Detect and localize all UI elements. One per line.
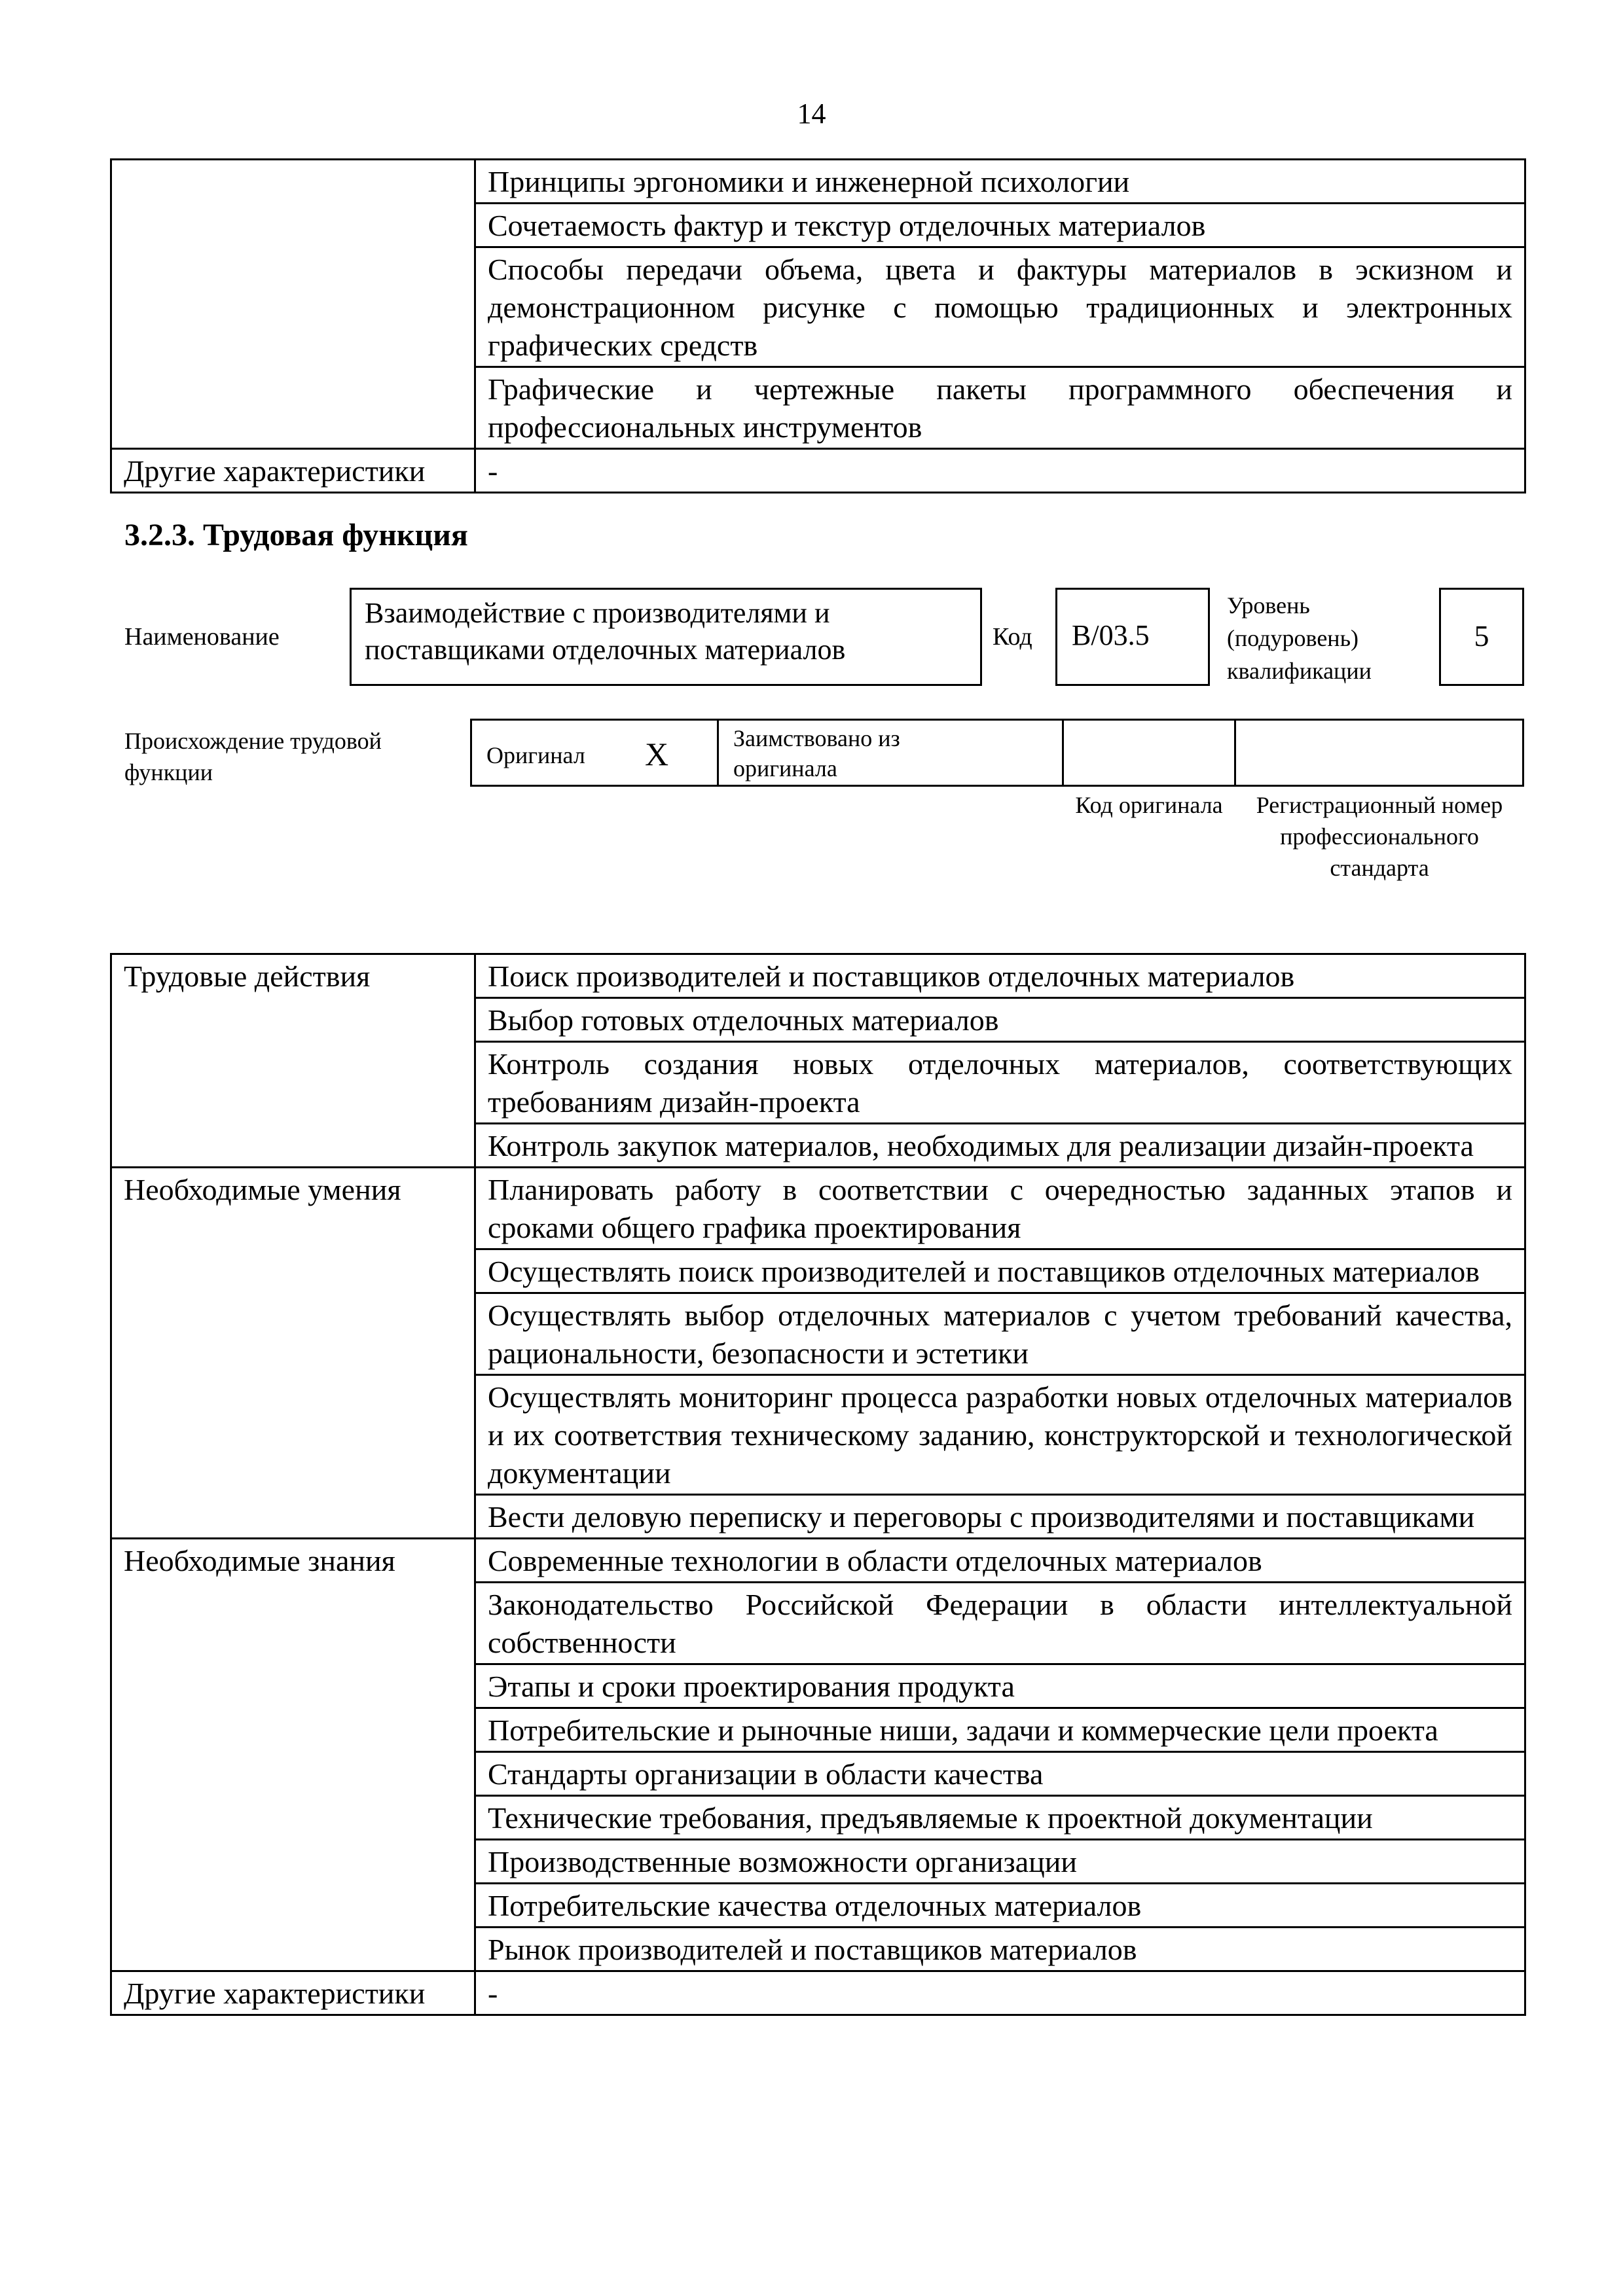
level-label: Уровень (подуровень) квалификации (1227, 592, 1372, 684)
code-box (1055, 588, 1210, 686)
knowledge-item: Потребительские и рыночные ниши, задачи и коммерческие цели проекта (475, 1708, 1525, 1752)
level-box (1439, 588, 1524, 686)
other-characteristics-value: - (475, 1971, 1525, 2015)
function-name-value: Взаимодействие с производителями и поставщиками отделочных материалов (365, 597, 846, 666)
knowledge-item: Производственные возможности организации (475, 1840, 1525, 1884)
labor-action-item: Поиск производителей и поставщиков отделочных материалов (475, 954, 1525, 998)
labor-action-item: Выбор готовых отделочных материалов (475, 998, 1525, 1042)
skill-item: Осуществлять мониторинг процесса разработки новых отделочных материалов и их соответствия техническому заданию, конструкторской и технологической документации (475, 1375, 1525, 1495)
group-label-skills: Необходимые умения (111, 1168, 475, 1539)
borrowed-label: Заимствовано из оригинала (733, 725, 900, 781)
empty-label-cell (111, 160, 475, 449)
knowledge-item: Сочетаемость фактур и текстур отделочных материалов (475, 204, 1525, 247)
labor-action-item: Контроль создания новых отделочных материалов, соответствующих требованиям дизайн-проекта (475, 1042, 1525, 1124)
other-characteristics-label: Другие характеристики (111, 1971, 475, 2015)
knowledge-item: Стандарты организации в области качества (475, 1752, 1525, 1796)
skill-item: Вести деловую переписку и переговоры с производителями и поставщиками (475, 1495, 1525, 1539)
borrowed-cell (717, 719, 1064, 787)
continuation-table (110, 158, 1526, 493)
original-label: Оригинал (486, 742, 585, 768)
skill-item: Осуществлять выбор отделочных материалов с учетом требований качества, рациональности, безопасности и эстетики (475, 1293, 1525, 1375)
code-original-caption: Код оригинала (1075, 792, 1223, 818)
code-label: Код (993, 623, 1032, 651)
original-mark: X (645, 736, 669, 772)
knowledge-item: Законодательство Российской Федерации в области интеллектуальной собственности (475, 1583, 1525, 1664)
main-table (110, 953, 1526, 2016)
labor-action-item: Контроль закупок материалов, необходимых для реализации дизайн-проекта (475, 1124, 1525, 1168)
knowledge-item: Графические и чертежные пакеты программного обеспечения и профессиональных инструментов (475, 367, 1525, 449)
knowledge-item: Потребительские качества отделочных материалов (475, 1884, 1525, 1928)
origin-label: Происхождение трудовой функции (124, 728, 382, 785)
reg-number-cell (1234, 719, 1524, 787)
function-name-box (350, 588, 982, 686)
skill-item: Осуществлять поиск производителей и поставщиков отделочных материалов (475, 1249, 1525, 1293)
knowledge-item: Принципы эргономики и инженерной психологии (475, 160, 1525, 204)
level-value: 5 (1474, 619, 1489, 653)
section-heading: 3.2.3. Трудовая функция (124, 518, 468, 552)
group-label-knowledge: Необходимые знания (111, 1539, 475, 1971)
other-characteristics-label: Другие характеристики (111, 449, 475, 493)
knowledge-item: Современные технологии в области отделочных материалов (475, 1539, 1525, 1583)
knowledge-item: Способы передачи объема, цвета и фактуры материалов в эскизном и демонстрационном рисунке с помощью традиционных и электронных графических средств (475, 247, 1525, 367)
code-original-cell (1062, 719, 1236, 787)
knowledge-item: Технические требования, предъявляемые к проектной документации (475, 1796, 1525, 1840)
page-number: 14 (797, 98, 826, 130)
skill-item: Планировать работу в соответствии с очередностью заданных этапов и сроками общего графика проектирования (475, 1168, 1525, 1249)
group-label-labor-actions: Трудовые действия (111, 954, 475, 1168)
code-value: B/03.5 (1072, 619, 1150, 651)
reg-number-caption: Регистрационный номер профессионального стандарта (1256, 792, 1503, 881)
name-label: Наименование (124, 623, 280, 651)
other-characteristics-value: - (475, 449, 1525, 493)
knowledge-item: Рынок производителей и поставщиков материалов (475, 1928, 1525, 1971)
original-cell (470, 719, 719, 787)
knowledge-item: Этапы и сроки проектирования продукта (475, 1664, 1525, 1708)
